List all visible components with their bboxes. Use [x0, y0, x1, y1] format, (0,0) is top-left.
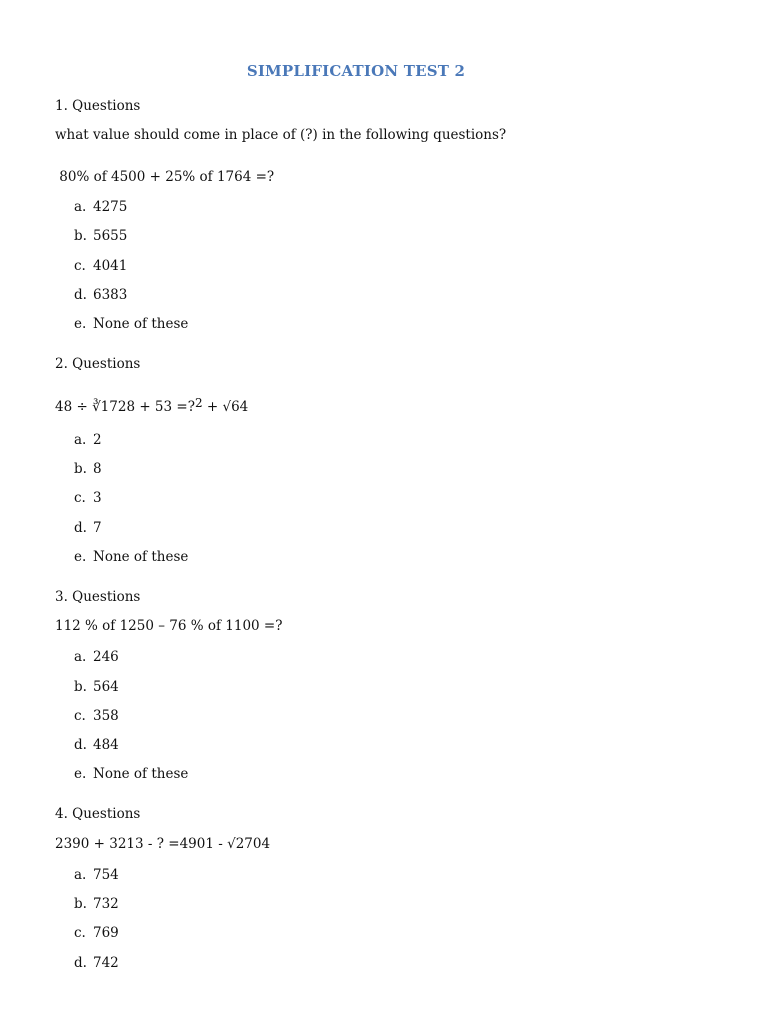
question-1-option-d: [74, 286, 127, 304]
question-2-option-e: [74, 548, 188, 566]
option-letter: b.: [74, 228, 87, 244]
option-letter: d.: [74, 955, 87, 971]
option-letter: c.: [74, 925, 86, 941]
option-letter: b.: [74, 461, 87, 477]
option-letter: d.: [74, 520, 87, 536]
question-4-option-c: [74, 924, 119, 942]
question-3-option-e: [74, 765, 188, 783]
option-text: None of these: [93, 766, 189, 782]
question-1-expression: 80% of 4500 + 25% of 1764 =?: [55, 169, 275, 185]
question-4-expression: 2390 + 3213 - ? =4901 - √2704: [55, 836, 271, 852]
option-letter: a.: [74, 867, 87, 883]
question-1-option-a: [74, 198, 127, 216]
option-text: 4275: [93, 199, 128, 215]
expression-part: + √64: [202, 399, 249, 415]
question-2-option-a: [74, 431, 102, 449]
expression-part: 48 ÷ ∛1728 + 53 =?: [55, 399, 195, 415]
question-4-option-b: [74, 895, 119, 913]
question-1-option-b: [74, 227, 127, 245]
option-text: 5655: [93, 228, 128, 244]
question-2-option-b: [74, 460, 102, 478]
option-text: 8: [93, 461, 102, 477]
option-text: 742: [93, 955, 119, 971]
option-text: 358: [93, 708, 119, 724]
question-4-heading: 4. Questions: [55, 806, 141, 822]
option-text: 769: [93, 925, 119, 941]
question-2-expression: [55, 398, 248, 416]
option-letter: c.: [74, 708, 86, 724]
question-3-option-d: [74, 736, 119, 754]
option-letter: a.: [74, 649, 87, 665]
option-letter: c.: [74, 258, 86, 274]
option-text: 4041: [93, 258, 128, 274]
question-1-option-e: [74, 315, 188, 333]
option-letter: e.: [74, 316, 87, 332]
option-text: 754: [93, 867, 119, 883]
question-3-option-c: [74, 707, 119, 725]
option-text: 732: [93, 896, 119, 912]
question-4-option-d: [74, 954, 119, 972]
option-text: 246: [93, 649, 119, 665]
option-letter: b.: [74, 679, 87, 695]
question-4-option-a: [74, 866, 119, 884]
page-title: SIMPLIFICATION TEST 2: [246, 62, 466, 80]
option-letter: a.: [74, 199, 87, 215]
option-letter: b.: [74, 896, 87, 912]
question-2-option-d: [74, 519, 102, 537]
option-text: 484: [93, 737, 119, 753]
option-text: None of these: [93, 549, 189, 565]
option-text: 7: [93, 520, 102, 536]
option-text: None of these: [93, 316, 189, 332]
question-3-option-a: [74, 648, 119, 666]
option-letter: e.: [74, 766, 87, 782]
question-3-heading: 3. Questions: [55, 589, 141, 605]
question-2-heading: 2. Questions: [55, 356, 141, 372]
option-letter: c.: [74, 490, 86, 506]
option-text: 6383: [93, 287, 128, 303]
option-text: 564: [93, 679, 119, 695]
question-3-expression: 112 % of 1250 – 76 % of 1100 =?: [55, 618, 283, 634]
question-1-option-c: [74, 257, 127, 275]
option-text: 3: [93, 490, 102, 506]
question-2-option-c: [74, 489, 102, 507]
option-text: 2: [93, 432, 102, 448]
instructions-text: what value should come in place of (?) in the following questions?: [55, 127, 507, 143]
option-letter: e.: [74, 549, 87, 565]
exponent: 2: [194, 396, 203, 410]
question-1-heading: 1. Questions: [55, 98, 141, 114]
option-letter: a.: [74, 432, 87, 448]
question-3-option-b: [74, 678, 119, 696]
option-letter: d.: [74, 737, 87, 753]
option-letter: d.: [74, 287, 87, 303]
